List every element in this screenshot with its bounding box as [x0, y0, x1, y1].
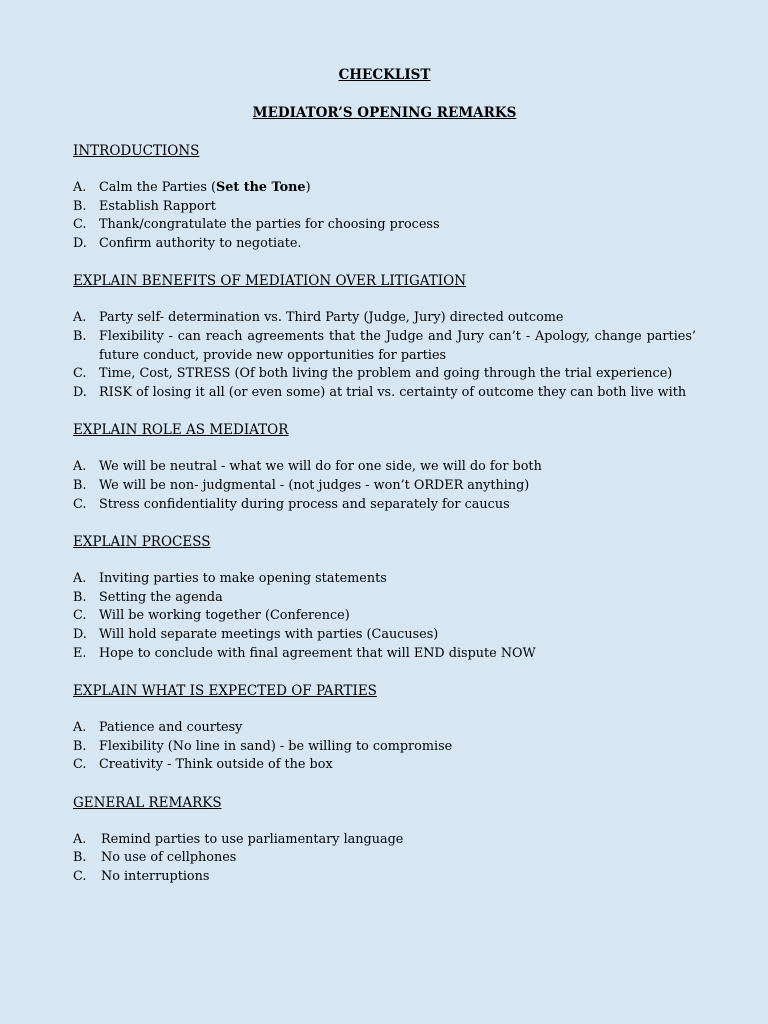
section-heading: EXPLAIN ROLE AS MEDIATOR	[73, 422, 289, 439]
list-item	[73, 198, 696, 217]
checklist	[73, 831, 696, 887]
list-item	[73, 719, 696, 738]
item-letter: A.	[73, 459, 87, 475]
list-item	[73, 384, 696, 403]
checklist	[73, 719, 696, 775]
item-letter: C.	[73, 496, 87, 512]
section-introductions	[73, 142, 696, 253]
item-letter: B.	[73, 198, 87, 214]
item-text: Establish Rapport	[99, 198, 216, 214]
list-item	[73, 477, 696, 496]
checklist	[73, 570, 696, 663]
item-text: Thank/congratulate the parties for choosing process	[99, 217, 440, 233]
list-item	[73, 607, 696, 626]
list-item	[73, 458, 696, 477]
item-text: Hope to conclude with final agreement that will END dispute NOW	[99, 645, 536, 661]
item-letter: B.	[73, 589, 87, 605]
section-heading: EXPLAIN WHAT IS EXPECTED OF PARTIES	[73, 683, 377, 700]
section-expectations	[73, 682, 696, 775]
document-title: CHECKLIST	[338, 67, 431, 83]
list-item	[73, 235, 696, 254]
item-letter: A.	[73, 571, 87, 587]
list-item	[73, 328, 696, 365]
item-letter: D.	[73, 384, 87, 400]
item-letter: A.	[73, 180, 87, 195]
item-letter: A.	[73, 720, 87, 736]
checklist	[73, 309, 696, 402]
item-text: Stress confidentiality during process and separately for caucus	[99, 496, 510, 512]
item-letter: B.	[73, 477, 87, 493]
item-bold-text: Set the Tone	[215, 180, 306, 195]
item-text: Will be working together (Conference)	[99, 608, 350, 624]
section-heading: GENERAL REMARKS	[73, 794, 222, 811]
item-text: Inviting parties to make opening statements	[99, 571, 387, 587]
section-heading: EXPLAIN PROCESS	[73, 534, 211, 551]
item-letter: A.	[73, 831, 87, 847]
item-letter: C.	[73, 608, 87, 624]
list-item	[73, 738, 696, 757]
list-item	[73, 589, 696, 608]
item-text: No interruptions	[101, 869, 210, 885]
item-letter: D.	[73, 235, 87, 251]
item-letter: D.	[73, 626, 87, 642]
item-text: Flexibility - can reach agreements that the Judge and Jury can’t - Apology, change parties’ future conduct, provide new opportunities for parties	[99, 328, 696, 363]
section-heading: INTRODUCTIONS	[73, 143, 200, 159]
item-letter: A.	[73, 310, 87, 326]
list-item	[73, 849, 696, 868]
item-text: We will be non- judgmental - (not judges - won’t ORDER anything)	[99, 477, 530, 493]
item-letter: C.	[73, 217, 87, 233]
item-text: RISK of losing it all (or even some) at trial vs. certainty of outcome they can both live with	[99, 384, 687, 400]
section-role	[73, 421, 696, 514]
item-text: Setting the agenda	[99, 589, 223, 605]
item-text: We will be neutral - what we will do for one side, we will do for both	[99, 459, 542, 475]
item-text: Time, Cost, STRESS (Of both living the problem and going through the trial experience)	[99, 366, 673, 382]
list-item	[73, 309, 696, 328]
item-letter: E.	[73, 645, 87, 661]
item-text: Calm the Parties (Set the Tone)	[99, 180, 311, 195]
item-text: Creativity - Think outside of the box	[99, 757, 333, 773]
item-letter: B.	[73, 850, 87, 866]
list-item	[73, 570, 696, 589]
section-process	[73, 533, 696, 663]
item-text: Party self- determination vs. Third Party (Judge, Jury) directed outcome	[99, 310, 564, 326]
checklist	[73, 179, 696, 253]
list-item	[73, 179, 696, 198]
item-letter: B.	[73, 738, 87, 754]
item-text: Confirm authority to negotiate.	[99, 235, 302, 251]
list-item	[73, 756, 696, 775]
list-item	[73, 831, 696, 850]
item-text: Patience and courtesy	[99, 720, 243, 736]
item-letter: C.	[73, 869, 87, 885]
item-letter: C.	[73, 757, 87, 773]
list-item	[73, 626, 696, 645]
item-text: Will hold separate meetings with parties (Caucuses)	[99, 626, 439, 642]
item-letter: B.	[73, 328, 87, 344]
list-item	[73, 868, 696, 887]
item-text: No use of cellphones	[101, 850, 237, 866]
list-item	[73, 216, 696, 235]
list-item	[73, 645, 696, 664]
list-item	[73, 496, 696, 515]
document-subtitle: MEDIATOR’S OPENING REMARKS	[252, 105, 517, 121]
item-letter: C.	[73, 366, 87, 382]
section-benefits	[73, 272, 696, 402]
list-item	[73, 365, 696, 384]
item-text: Flexibility (No line in sand) - be willing to compromise	[99, 738, 453, 754]
checklist	[73, 458, 696, 514]
section-heading: EXPLAIN BENEFITS OF MEDIATION OVER LITIGATION	[73, 273, 467, 290]
section-general-remarks	[73, 794, 696, 887]
item-text: Remind parties to use parliamentary language	[101, 831, 404, 847]
